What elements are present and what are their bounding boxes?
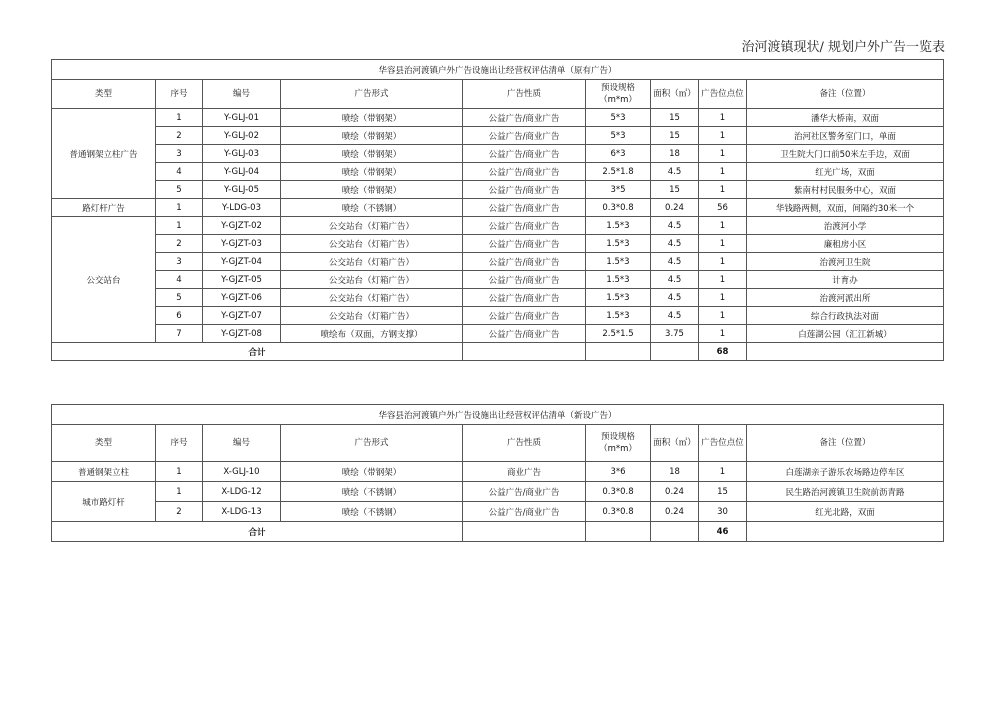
code-cell: Y-GJZT-02 — [203, 217, 281, 235]
form-cell: 喷绘（不锈钢） — [281, 502, 463, 522]
total-empty-cell — [651, 522, 699, 542]
seq-cell: 3 — [156, 253, 203, 271]
note-cell: 卫生院大门口前50米左手边，双面 — [747, 145, 944, 163]
seq-cell: 4 — [156, 163, 203, 181]
spec-cell: 1.5*3 — [586, 217, 651, 235]
code-cell: Y-GJZT-08 — [203, 325, 281, 343]
table-row — [52, 325, 944, 343]
total-label: 合计 — [52, 343, 463, 361]
total-row — [52, 343, 944, 361]
code-cell: Y-GJZT-03 — [203, 235, 281, 253]
code-cell: Y-GJZT-06 — [203, 289, 281, 307]
header-spec-line2: （m*m） — [599, 95, 637, 105]
note-cell: 廉租房小区 — [747, 235, 944, 253]
spec-cell: 1.5*3 — [586, 289, 651, 307]
spec-cell: 0.3*0.8 — [586, 502, 651, 522]
seq-cell: 1 — [156, 462, 203, 482]
note-cell: 红光北路，双面 — [747, 502, 944, 522]
note-cell: 红光广场，双面 — [747, 163, 944, 181]
code-cell: Y-GJZT-04 — [203, 253, 281, 271]
points-cell: 1 — [699, 181, 747, 199]
points-cell: 30 — [699, 502, 747, 522]
table-row — [52, 181, 944, 199]
code-cell: Y-GLJ-02 — [203, 127, 281, 145]
table-row — [52, 163, 944, 181]
code-cell: Y-GLJ-04 — [203, 163, 281, 181]
table-title-row — [52, 60, 944, 80]
points-cell: 1 — [699, 217, 747, 235]
header-area: 面积（㎡） — [651, 425, 699, 462]
nature-cell: 公益广告/商业广告 — [463, 325, 586, 343]
form-cell: 喷绘布（双面，方钢支撑） — [281, 325, 463, 343]
header-spec-line2: （m*m） — [599, 444, 637, 454]
type-cell: 城市路灯杆 — [52, 482, 156, 522]
note-cell: 白莲湖亲子游乐农场路边停车区 — [747, 462, 944, 482]
points-cell: 1 — [699, 307, 747, 325]
spec-cell: 0.3*0.8 — [586, 482, 651, 502]
area-cell: 0.24 — [651, 199, 699, 217]
points-cell: 1 — [699, 163, 747, 181]
form-cell: 公交站台（灯箱广告） — [281, 271, 463, 289]
form-cell: 公交站台（灯箱广告） — [281, 307, 463, 325]
code-cell: Y-GLJ-03 — [203, 145, 281, 163]
total-label: 合计 — [52, 522, 463, 542]
header-form: 广告形式 — [281, 80, 463, 109]
note-cell: 白莲湖公园（汇江新城） — [747, 325, 944, 343]
nature-cell: 公益广告/商业广告 — [463, 235, 586, 253]
code-cell: Y-GJZT-05 — [203, 271, 281, 289]
points-cell: 1 — [699, 109, 747, 127]
code-cell: Y-LDG-03 — [203, 199, 281, 217]
area-cell: 4.5 — [651, 163, 699, 181]
spec-cell: 2.5*1.8 — [586, 163, 651, 181]
table-header-row — [52, 80, 944, 109]
nature-cell: 公益广告/商业广告 — [463, 163, 586, 181]
header-points: 广告位点位 — [699, 425, 747, 462]
new-ads-table — [51, 404, 944, 542]
table-title-row — [52, 405, 944, 425]
total-empty-cell — [463, 343, 586, 361]
area-cell: 4.5 — [651, 253, 699, 271]
total-empty-cell — [747, 522, 944, 542]
seq-cell: 6 — [156, 307, 203, 325]
seq-cell: 4 — [156, 271, 203, 289]
total-empty-cell — [747, 343, 944, 361]
total-empty-cell — [651, 343, 699, 361]
table-row — [52, 199, 944, 217]
existing-ads-table — [51, 59, 944, 361]
nature-cell: 公益广告/商业广告 — [463, 289, 586, 307]
header-area: 面积（㎡） — [651, 80, 699, 109]
type-cell: 普通钢架立柱 — [52, 462, 156, 482]
area-cell: 4.5 — [651, 235, 699, 253]
seq-cell: 1 — [156, 109, 203, 127]
header-form: 广告形式 — [281, 425, 463, 462]
nature-cell: 公益广告/商业广告 — [463, 109, 586, 127]
table-row — [52, 271, 944, 289]
note-cell: 华钱路两侧，双面，间隔约30米一个 — [747, 199, 944, 217]
area-cell: 15 — [651, 109, 699, 127]
points-cell: 1 — [699, 325, 747, 343]
table-row — [52, 145, 944, 163]
form-cell: 喷绘（带钢架） — [281, 127, 463, 145]
total-row — [52, 522, 944, 542]
points-cell: 1 — [699, 462, 747, 482]
spec-cell: 6*3 — [586, 145, 651, 163]
note-cell: 治渡河小学 — [747, 217, 944, 235]
seq-cell: 5 — [156, 289, 203, 307]
form-cell: 公交站台（灯箱广告） — [281, 217, 463, 235]
header-seq: 序号 — [156, 80, 203, 109]
nature-cell: 公益广告/商业广告 — [463, 181, 586, 199]
form-cell: 喷绘（带钢架） — [281, 181, 463, 199]
area-cell: 15 — [651, 127, 699, 145]
spec-cell: 3*6 — [586, 462, 651, 482]
header-code: 编号 — [203, 80, 281, 109]
note-cell: 治渡河卫生院 — [747, 253, 944, 271]
nature-cell: 公益广告/商业广告 — [463, 127, 586, 145]
page-header: 治河渡镇现状/ 规划户外广告一览表 — [741, 40, 945, 55]
code-cell: Y-GLJ-05 — [203, 181, 281, 199]
area-cell: 15 — [651, 181, 699, 199]
table-row — [52, 482, 944, 502]
spec-cell: 5*3 — [586, 109, 651, 127]
header-spec — [586, 425, 651, 462]
spec-cell: 5*3 — [586, 127, 651, 145]
table-title: 华容县治河渡镇户外广告设施出让经营权评估清单（原有广告） — [52, 60, 944, 80]
spec-cell: 0.3*0.8 — [586, 199, 651, 217]
code-cell: X-GLJ-10 — [203, 462, 281, 482]
table-row — [52, 502, 944, 522]
spec-cell: 3*5 — [586, 181, 651, 199]
form-cell: 喷绘（带钢架） — [281, 145, 463, 163]
points-cell: 15 — [699, 482, 747, 502]
points-cell: 56 — [699, 199, 747, 217]
nature-cell: 公益广告/商业广告 — [463, 271, 586, 289]
header-type: 类型 — [52, 425, 156, 462]
spec-cell: 2.5*1.5 — [586, 325, 651, 343]
type-cell: 路灯杆广告 — [52, 199, 156, 217]
points-cell: 1 — [699, 145, 747, 163]
seq-cell: 1 — [156, 482, 203, 502]
points-cell: 1 — [699, 235, 747, 253]
note-cell: 治渡河派出所 — [747, 289, 944, 307]
table-header-row — [52, 425, 944, 462]
area-cell: 4.5 — [651, 271, 699, 289]
area-cell: 3.75 — [651, 325, 699, 343]
note-cell: 治河社区警务室门口，单面 — [747, 127, 944, 145]
header-nature: 广告性质 — [463, 80, 586, 109]
seq-cell: 7 — [156, 325, 203, 343]
total-empty-cell — [463, 522, 586, 542]
seq-cell: 1 — [156, 217, 203, 235]
table-row — [52, 307, 944, 325]
total-points: 46 — [699, 522, 747, 542]
note-cell: 计育办 — [747, 271, 944, 289]
seq-cell: 2 — [156, 502, 203, 522]
spec-cell: 1.5*3 — [586, 235, 651, 253]
seq-cell: 2 — [156, 127, 203, 145]
table-row — [52, 109, 944, 127]
points-cell: 1 — [699, 253, 747, 271]
form-cell: 喷绘（不锈钢） — [281, 199, 463, 217]
header-spec — [586, 80, 651, 109]
seq-cell: 1 — [156, 199, 203, 217]
header-type: 类型 — [52, 80, 156, 109]
form-cell: 公交站台（灯箱广告） — [281, 253, 463, 271]
code-cell: Y-GJZT-07 — [203, 307, 281, 325]
total-empty-cell — [586, 343, 651, 361]
form-cell: 喷绘（不锈钢） — [281, 482, 463, 502]
type-cell: 公交站台 — [52, 217, 156, 343]
spec-cell: 1.5*3 — [586, 307, 651, 325]
seq-cell: 3 — [156, 145, 203, 163]
area-cell: 4.5 — [651, 307, 699, 325]
nature-cell: 公益广告/商业广告 — [463, 502, 586, 522]
total-empty-cell — [586, 522, 651, 542]
nature-cell: 商业广告 — [463, 462, 586, 482]
header-nature: 广告性质 — [463, 425, 586, 462]
note-cell: 民生路治河渡镇卫生院前沥青路 — [747, 482, 944, 502]
table-row — [52, 217, 944, 235]
code-cell: X-LDG-13 — [203, 502, 281, 522]
form-cell: 公交站台（灯箱广告） — [281, 235, 463, 253]
table-row — [52, 289, 944, 307]
table-title: 华容县治河渡镇户外广告设施出让经营权评估清单（新设广告） — [52, 405, 944, 425]
points-cell: 1 — [699, 271, 747, 289]
seq-cell: 2 — [156, 235, 203, 253]
code-cell: Y-GLJ-01 — [203, 109, 281, 127]
header-spec-line1: 预设规格 — [600, 432, 635, 442]
total-points: 68 — [699, 343, 747, 361]
seq-cell: 5 — [156, 181, 203, 199]
area-cell: 18 — [651, 462, 699, 482]
nature-cell: 公益广告/商业广告 — [463, 217, 586, 235]
type-cell: 普通钢架立柱广告 — [52, 109, 156, 199]
nature-cell: 公益广告/商业广告 — [463, 199, 586, 217]
table-row — [52, 462, 944, 482]
nature-cell: 公益广告/商业广告 — [463, 307, 586, 325]
form-cell: 喷绘（带钢架） — [281, 109, 463, 127]
points-cell: 1 — [699, 289, 747, 307]
table-row — [52, 235, 944, 253]
header-seq: 序号 — [156, 425, 203, 462]
area-cell: 4.5 — [651, 217, 699, 235]
header-note: 备注（位置） — [747, 425, 944, 462]
area-cell: 18 — [651, 145, 699, 163]
code-cell: X-LDG-12 — [203, 482, 281, 502]
area-cell: 0.24 — [651, 502, 699, 522]
form-cell: 喷绘（带钢架） — [281, 163, 463, 181]
spec-cell: 1.5*3 — [586, 271, 651, 289]
form-cell: 公交站台（灯箱广告） — [281, 289, 463, 307]
table-row — [52, 253, 944, 271]
nature-cell: 公益广告/商业广告 — [463, 482, 586, 502]
header-code: 编号 — [203, 425, 281, 462]
header-note: 备注（位置） — [747, 80, 944, 109]
nature-cell: 公益广告/商业广告 — [463, 145, 586, 163]
header-points: 广告位点位 — [699, 80, 747, 109]
points-cell: 1 — [699, 127, 747, 145]
form-cell: 喷绘（带钢架） — [281, 462, 463, 482]
note-cell: 综合行政执法对面 — [747, 307, 944, 325]
area-cell: 4.5 — [651, 289, 699, 307]
nature-cell: 公益广告/商业广告 — [463, 253, 586, 271]
area-cell: 0.24 — [651, 482, 699, 502]
table-row — [52, 127, 944, 145]
note-cell: 潘华大桥南，双面 — [747, 109, 944, 127]
note-cell: 紫南村村民服务中心，双面 — [747, 181, 944, 199]
header-spec-line1: 预设规格 — [600, 83, 635, 93]
spec-cell: 1.5*3 — [586, 253, 651, 271]
